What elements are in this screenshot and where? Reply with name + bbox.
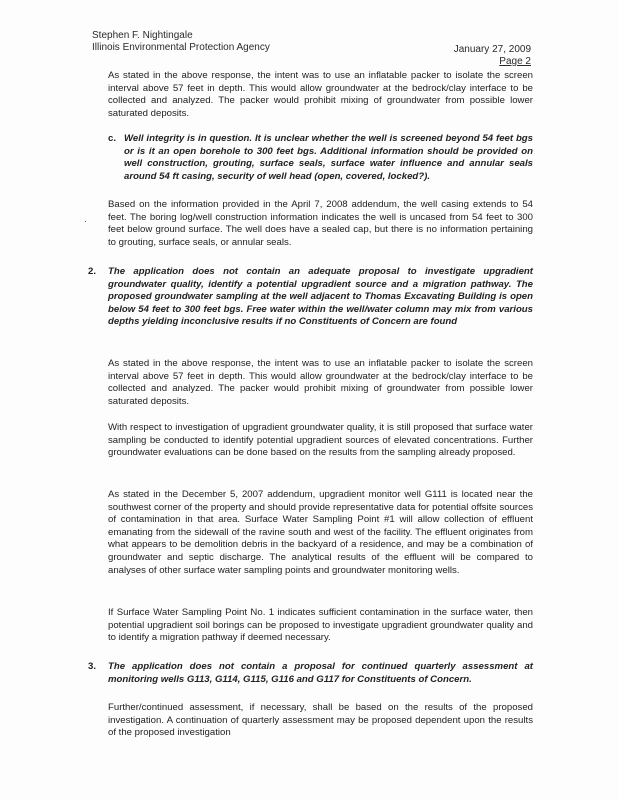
item-2-text: The application does not contain an adequate proposal to investigate upgradient groundwater quality, identify a potential upgradient source and a migration pathway. The proposed groundwater sampling at the well adjacent to Thomas Excavating Building is open below 54 feet to 300 feet bgs. Free water within the well/water column may mix from various depths yielding inconclusive results if no Constituents of Concern are found: [108, 266, 533, 328]
paragraph-response-5: As stated in the December 5, 2007 addendum, upgradient monitor well G111 is located near the southwest corner of the property and should provide representative data for potential offsite sources of contamination in that area. Surface Water Sampling Point #1 will allow collection of effluent emanating from the sidewall of the ravine south and west of the facility. The effluent originates from what appears to be demolition debris in the backyard of a residence, and may be a combination of groundwater and septic discharge. The analytical results of the effluent will be compared to analyses of other surface water sampling points and groundwater monitoring wells.: [108, 489, 533, 576]
letter-header-right: [454, 44, 531, 68]
paragraph-response-6: If Surface Water Sampling Point No. 1 indicates sufficient contamination in the surface water, then potential upgradient soil borings can be proposed to investigate upgradient groundwater quality and to identify a migration pathway if deemed necessary.: [108, 607, 533, 644]
paragraph-response-1: As stated in the above response, the intent was to use an inflatable packer to isolate the screen interval above 57 feet in depth. This would allow groundwater at the bedrock/clay interface to be collected and analyzed. The packer would prohibit mixing of groundwater from possible lower saturated deposits.: [108, 70, 533, 119]
item-3-label: 3.: [88, 661, 97, 672]
letter-date: January 27, 2009: [453, 44, 531, 55]
paragraph-response-4: With respect to investigation of upgradient groundwater quality, it is still proposed that surface water sampling be conducted to identify potential upgradient sources of elevated concentrations. Further groundwater evaluations can be done based on the results from the sampling already proposed.: [108, 422, 533, 459]
margin-mark: ·: [84, 216, 87, 226]
item-c-text: Well integrity is in question. It is unclear whether the well is screened beyond 54 feet bgs or is it an open borehole to 300 feet bgs. Additional information should be provided on well construction, grouting, surface seals, surface water influence and annular seals around 54 ft casing, security of well head (open, covered, locked?).: [124, 133, 533, 182]
author-name: Stephen F. Nightingale: [92, 30, 193, 41]
letter-header-left: [92, 30, 270, 54]
item-3-text: The application does not contain a proposal for continued quarterly assessment at monitoring wells G113, G114, G115, G116 and G117 for Constituents of Concern.: [108, 661, 533, 685]
page-number: Page 2: [499, 56, 531, 67]
item-c-label: c.: [108, 133, 117, 144]
item-2-label: 2.: [88, 266, 97, 277]
paragraph-response-3: As stated in the above response, the intent was to use an inflatable packer to isolate the screen interval above 57 feet in depth. This would allow groundwater at the bedrock/clay interface to be collected and analyzed. The packer would prohibit mixing of groundwater from possible lower saturated deposits.: [108, 358, 533, 407]
paragraph-response-7: Further/continued assessment, if necessary, shall be based on the results of the proposed investigation. A continuation of quarterly assessment may be proposed dependent upon the results of the proposed investigation: [108, 702, 533, 739]
paragraph-response-2: Based on the information provided in the April 7, 2008 addendum, the well casing extends to 54 feet. The boring log/well construction information indicates the well is uncased from 54 feet to 300 feet below ground surface. The well does have a sealed cap, but there is no information pertaining to grouting, surface seals, or annular seals.: [108, 199, 533, 248]
agency-name: Illinois Environmental Protection Agency: [92, 42, 270, 53]
